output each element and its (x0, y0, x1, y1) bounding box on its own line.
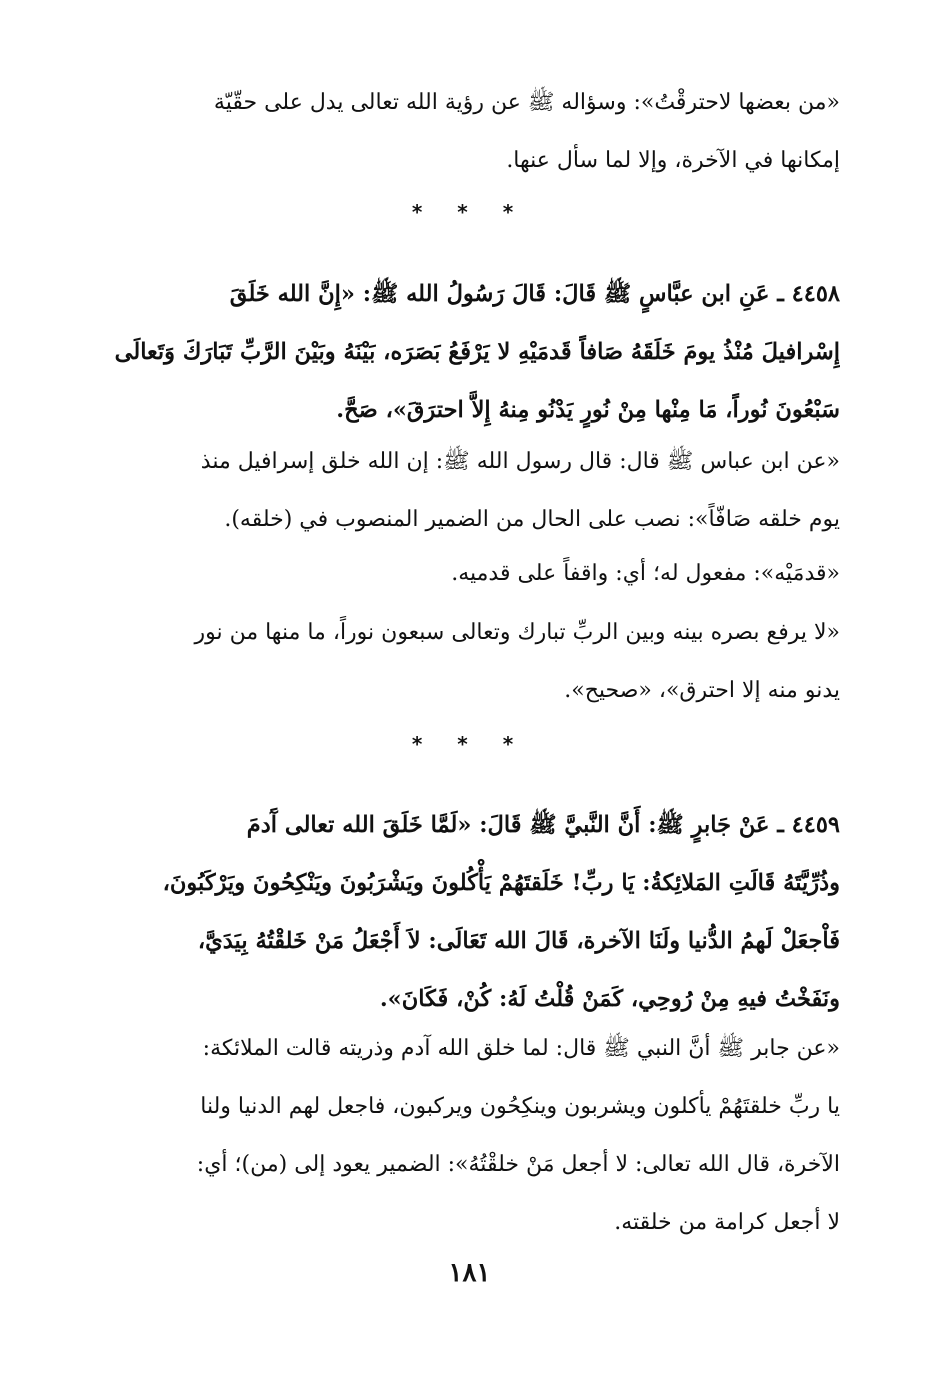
text-line: إمكانها في الآخرة، وإلا لما سأل عنها. (506, 148, 840, 173)
text-line: يدنو منه إلا احترق»، «صحيح». (564, 678, 840, 703)
page-number: ١٨١ (448, 1258, 491, 1288)
commentary-4459 (100, 1020, 840, 1252)
hadith-4459 (100, 796, 840, 1028)
text-line: «قدمَيْه»: مفعول له؛ أي: واقفاً على قدميه. (451, 561, 840, 586)
text-line: إِسْرافيلَ مُنْذُ يومَ خَلَقَهُ صَافاً قَدمَيْهِ لا يَرْفَعُ بَصَرَه، بَيْنَهُ وبَيْنَ الرَّبِّ تَبَارَكَ وَتَعالَى (114, 339, 840, 365)
text-line: ٤٤٥٨ ـ عَنِ ابن عبَّاسٍ ﷺ قَالَ: قَالَ رَسُولُ الله ﷺ: «إِنَّ الله خَلَقَ (229, 281, 840, 307)
commentary-4458 (100, 433, 840, 549)
section-separator: * * * (411, 732, 528, 756)
text-line: وذُرِّيَّتَهُ قَالَتِ المَلائِكةُ: يَا ربِّ! خَلَقتَهُمْ يَأْكُلونَ ويَشْرَبُونَ ويَنْكِحُونَ ويَرْكَبُونَ، (162, 870, 840, 896)
commentary-4458-qadamayh (100, 545, 840, 603)
text-line: «من بعضها لاحترقْتُ»: وسؤاله ﷺ عن رؤية الله تعالى يدل على حقّيّة (213, 90, 840, 115)
text-line: الآخرة، قال الله تعالى: لا أجعل مَنْ خلقْتُهُ»: الضمير يعود إلى (من)؛ أي: (196, 1152, 840, 1177)
text-line: ونَفَخْتُ فيهِ مِنْ رُوحِي، كَمَنْ قُلْتُ لَهُ: كُنْ، فَكَانَ». (379, 986, 840, 1012)
text-line: «عن جابر ﷺ أنَّ النبي ﷺ قال: لما خلق الله آدم وذريته قالت الملائكة: (202, 1036, 840, 1061)
text-line: «عن ابن عباس ﷺ قال: قال رسول الله ﷺ: إن الله خلق إسرافيل منذ (200, 449, 840, 474)
text-line: «لا يرفع بصره بينه وبين الربِّ تبارك وتعالى سبعون نوراً، ما منها من نور (194, 620, 840, 645)
text-line: فَاْجعَلْ لَهمُ الدُّنيا ولَنَا الآخرة، قَالَ الله تَعَالَى: لاَ أَجْعَلُ مَنْ خَلقْتُهُ بِيَدَيَّ، (197, 928, 840, 954)
text-line: يوم خلقه صَافّاً»: نصب على الحال من الضمير المنصوب في (خلقه). (224, 507, 840, 532)
text-line: ٤٤٥٩ ـ عَنْ جَابرٍ ﷺ: أَنَّ النَّبيَّ ﷺ قَالَ: «لَمَّا خَلَقَ الله تعالى آَدمَ (246, 812, 840, 838)
hadith-4458 (100, 265, 840, 439)
text-line: لا أجعل كرامة من خلقته. (614, 1210, 840, 1235)
text-line: يا ربِّ خلقتَهُمْ يأكلون ويشربون وينكِحُون ويركبون، فاجعل لهم الدنيا ولنا (200, 1094, 840, 1119)
intro-commentary (100, 74, 840, 190)
text-line: سَبْعُونَ نُوراً، مَا مِنْها مِنْ نُورٍ يَدْنُو مِنهُ إِلاَّ احترَقَ»، صَحَّ. (336, 397, 840, 423)
section-separator: * * * (411, 200, 528, 224)
commentary-4458-sahih (100, 604, 840, 720)
